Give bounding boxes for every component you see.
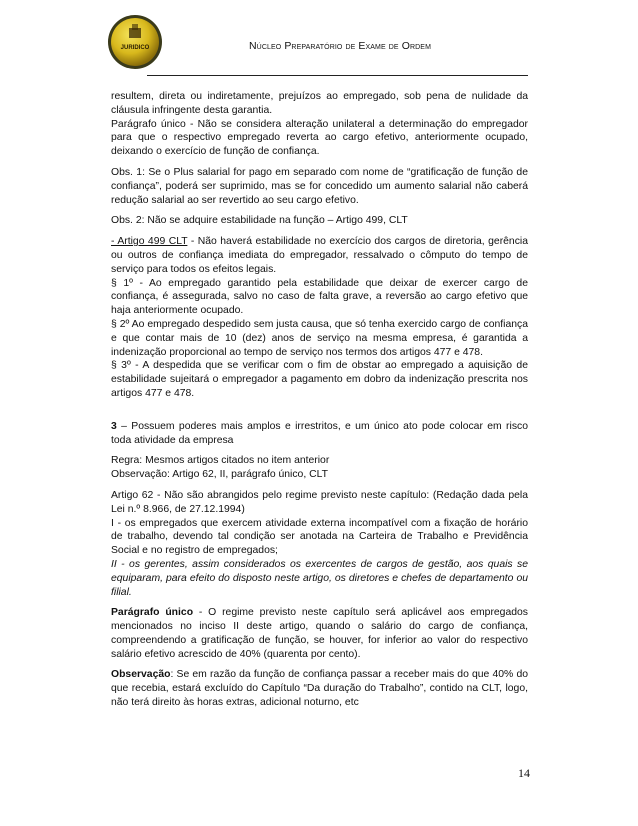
paragraph: Parágrafo único - Não se considera alteração unilateral a determinação do empregador para que o respectivo empregado reverta ao cargo efetivo, anteriormente ocupado, deixando o exercício de função de confiança. — [111, 118, 528, 158]
article-62-item-ii: II - os gerentes, assim considerados os exercentes de cargos de gestão, aos quais se equiparam, para efeito do disposto neste artigo, os diretores e chefes de departamento ou filial. — [111, 558, 528, 598]
article-499-link: - Artigo 499 CLT — [111, 236, 188, 248]
article-499-paragraph-1: § 1º - Ao empregado garantido pela estabilidade que deixar de exercer cargo de confiança, é assegurada, salvo no caso de falta grave, a reversão ao cargo efetivo que haja anteriormente ocupado. — [111, 277, 528, 317]
observation-1: Obs. 1: Se o Plus salarial for pago em separado com nome de “gratificação de função de confiança”, poderá ser suprimido, mas se for concedido um aumento salarial não caberá redução salarial ao ser revertido ao seu cargo efetivo. — [111, 166, 528, 206]
article-62: Artigo 62 - Não são abrangidos pelo regime previsto neste capítulo: (Redação dada pela Lei n.º 8.966, de 27.12.1994) — [111, 489, 528, 515]
paragrafo-unico: Parágrafo único - O regime previsto neste capítulo será aplicável aos empregados mencionados no inciso II deste artigo, quando o salário do cargo de confiança, compreendendo a gratificação de função, se houver, for inferior ao valor do respectivo salário efetivo acrescido de 40% (quarenta por cento). — [111, 607, 528, 660]
article-62-item-i: I - os empregados que exercem atividade externa incompatível com a fixação de horário de trabalho, devendo tal condição ser anotada na Carteira de Trabalho e Previdência Social e no registro de empregados; — [111, 517, 528, 557]
article-499: - Artigo 499 CLT - Não haverá estabilidade no exercício dos cargos de diretoria, gerência ou outros de confiança imediata do empregador, ressalvado o cômputo do tempo de serviço para todos os efeitos legais. — [111, 236, 528, 275]
paragraph: resultem, direta ou indiretamente, prejuízos ao empregado, sob pena de nulidade da cláusula infringente desta garantia. — [111, 91, 528, 116]
item-3: 3 – Possuem poderes mais amplos e irrestritos, e um único ato pode colocar em risco toda atividade da empresa — [111, 420, 528, 446]
logo-text: JURIDICO — [120, 45, 150, 51]
page-number: 14 — [518, 766, 530, 780]
article-499-paragraph-2: § 2º Ao empregado despedido sem justa causa, que só tenha exercido cargo de confiança e que contar mais de 10 (dez) anos de serviço na mesma empresa, é garantida a indenização proporcional ao tempo de serviço nos termos dos artigos 477 e 478. — [111, 318, 528, 358]
observacao: Observação: Se em razão da função de confiança passar a receber mais do que 40% do que recebia, estará excluído do Capítulo “Da duração do Trabalho”, contido na CLT, logo, não terá direito às horas extras, adicional noturno, etc — [111, 669, 528, 709]
rule-line: Regra: Mesmos artigos citados no item anterior — [111, 455, 330, 467]
header-title: Núcleo Preparatório de Exame de Ordem — [248, 40, 432, 52]
body-text — [111, 90, 528, 710]
observation-reference: Observação: Artigo 62, II, parágrafo único, CLT — [111, 469, 328, 481]
article-499-paragraph-3: § 3º - A despedida que se verificar com o fim de obstar ao empregado a aquisição de estabilidade sujeitará o empregador a pagamento em dobro da indenização prescrita nos artigos 477 e 478. — [111, 360, 528, 399]
observation-2: Obs. 2: Não se adquire estabilidade na função – Artigo 499, CLT — [111, 215, 408, 227]
header-divider — [147, 75, 528, 76]
